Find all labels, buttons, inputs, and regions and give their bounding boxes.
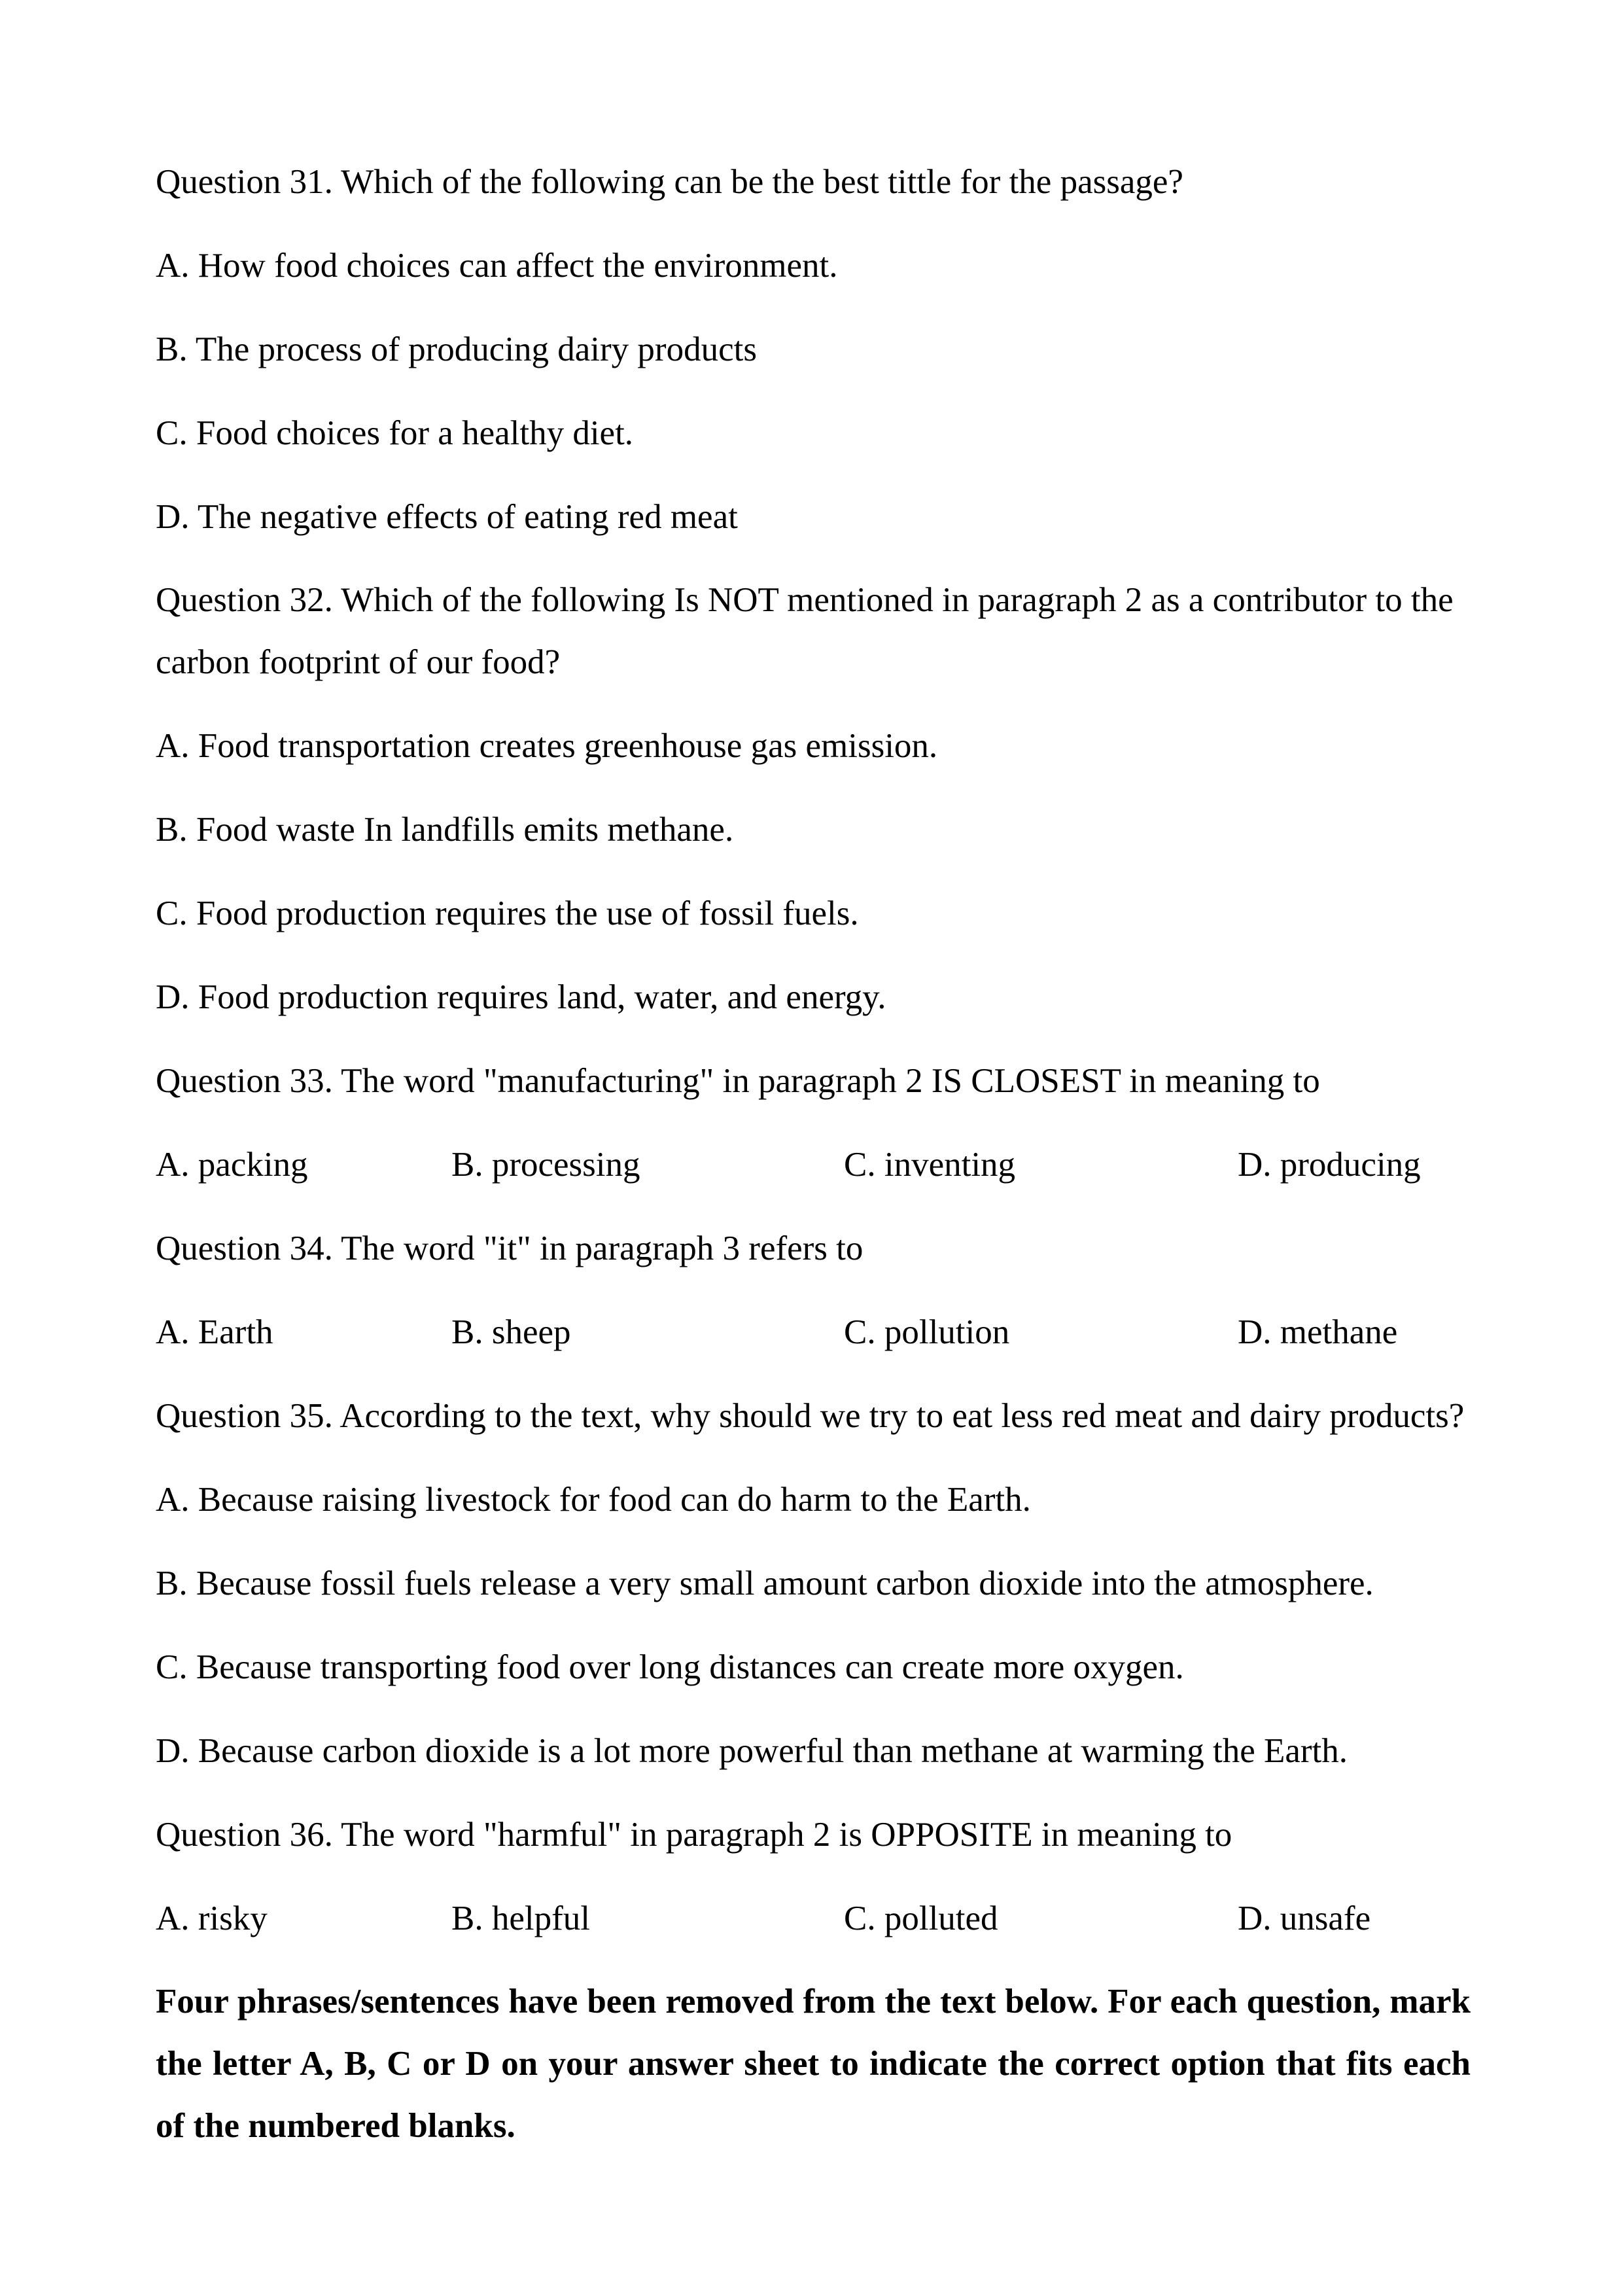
- question-35-option-c: C. Because transporting food over long distances can create more oxygen.: [156, 1648, 1184, 1686]
- question-33-option-b: B. processing: [451, 1146, 640, 1184]
- question-35-option-b: B. Because fossil fuels release a very small amount carbon dioxide into the atmosphere.: [156, 1564, 1374, 1602]
- question-35-option-a: A. Because raising livestock for food can do harm to the Earth.: [156, 1481, 1031, 1519]
- question-35-option-d: D. Because carbon dioxide is a lot more powerful than methane at warming the Earth.: [156, 1732, 1348, 1770]
- question-33-option-a: A. packing: [156, 1146, 308, 1184]
- question-34-option-b: B. sheep: [451, 1313, 571, 1351]
- question-34-stem: Question 34. The word "it" in paragraph 3 refers to: [156, 1229, 864, 1267]
- document-page: [156, 150, 1471, 2157]
- question-31-option-a: A. How food choices can affect the environment.: [156, 247, 838, 285]
- question-36-option-a: A. risky: [156, 1899, 268, 1937]
- question-34-option-c: C. pollution: [844, 1313, 1010, 1351]
- question-34-option-d: D. methane: [1238, 1313, 1398, 1351]
- question-32-option-d: D. Food production requires land, water, and energy.: [156, 978, 886, 1016]
- question-32-option-a: A. Food transportation creates greenhouse gas emission.: [156, 727, 938, 765]
- question-35-stem: Question 35. According to the text, why should we try to eat less red meat and dairy products?: [156, 1397, 1465, 1435]
- question-31-option-d: D. The negative effects of eating red meat: [156, 498, 738, 536]
- question-36-options: [156, 1887, 1471, 1950]
- question-32-stem: Question 32. Which of the following Is NOT mentioned in paragraph 2 as a contributor to the carbon footprint of our food?: [156, 581, 1454, 681]
- question-32-option-b: B. Food waste In landfills emits methane.: [156, 811, 734, 849]
- question-31-option-c: C. Food choices for a healthy diet.: [156, 414, 634, 452]
- question-33-options: [156, 1133, 1471, 1196]
- question-36-stem: Question 36. The word "harmful" in paragraph 2 is OPPOSITE in meaning to: [156, 1816, 1232, 1854]
- question-36-option-c: C. polluted: [844, 1899, 998, 1937]
- section-instruction: Four phrases/sentences have been removed from the text below. For each question, mark the letter A, B, C or D on your answer sheet to indicate the correct option that fits each of the numbered blanks.: [156, 1983, 1471, 2145]
- question-36-option-b: B. helpful: [451, 1899, 590, 1937]
- question-34-option-a: A. Earth: [156, 1313, 273, 1351]
- question-33-option-d: D. producing: [1238, 1146, 1421, 1184]
- question-36-option-d: D. unsafe: [1238, 1899, 1371, 1937]
- question-33-stem: Question 33. The word "manufacturing" in paragraph 2 IS CLOSEST in meaning to: [156, 1062, 1320, 1100]
- question-33-option-c: C. inventing: [844, 1146, 1016, 1184]
- question-34-options: [156, 1301, 1471, 1364]
- question-32-option-c: C. Food production requires the use of fossil fuels.: [156, 894, 859, 932]
- question-31-stem: Question 31. Which of the following can be the best tittle for the passage?: [156, 163, 1183, 201]
- question-31-option-b: B. The process of producing dairy products: [156, 330, 757, 368]
